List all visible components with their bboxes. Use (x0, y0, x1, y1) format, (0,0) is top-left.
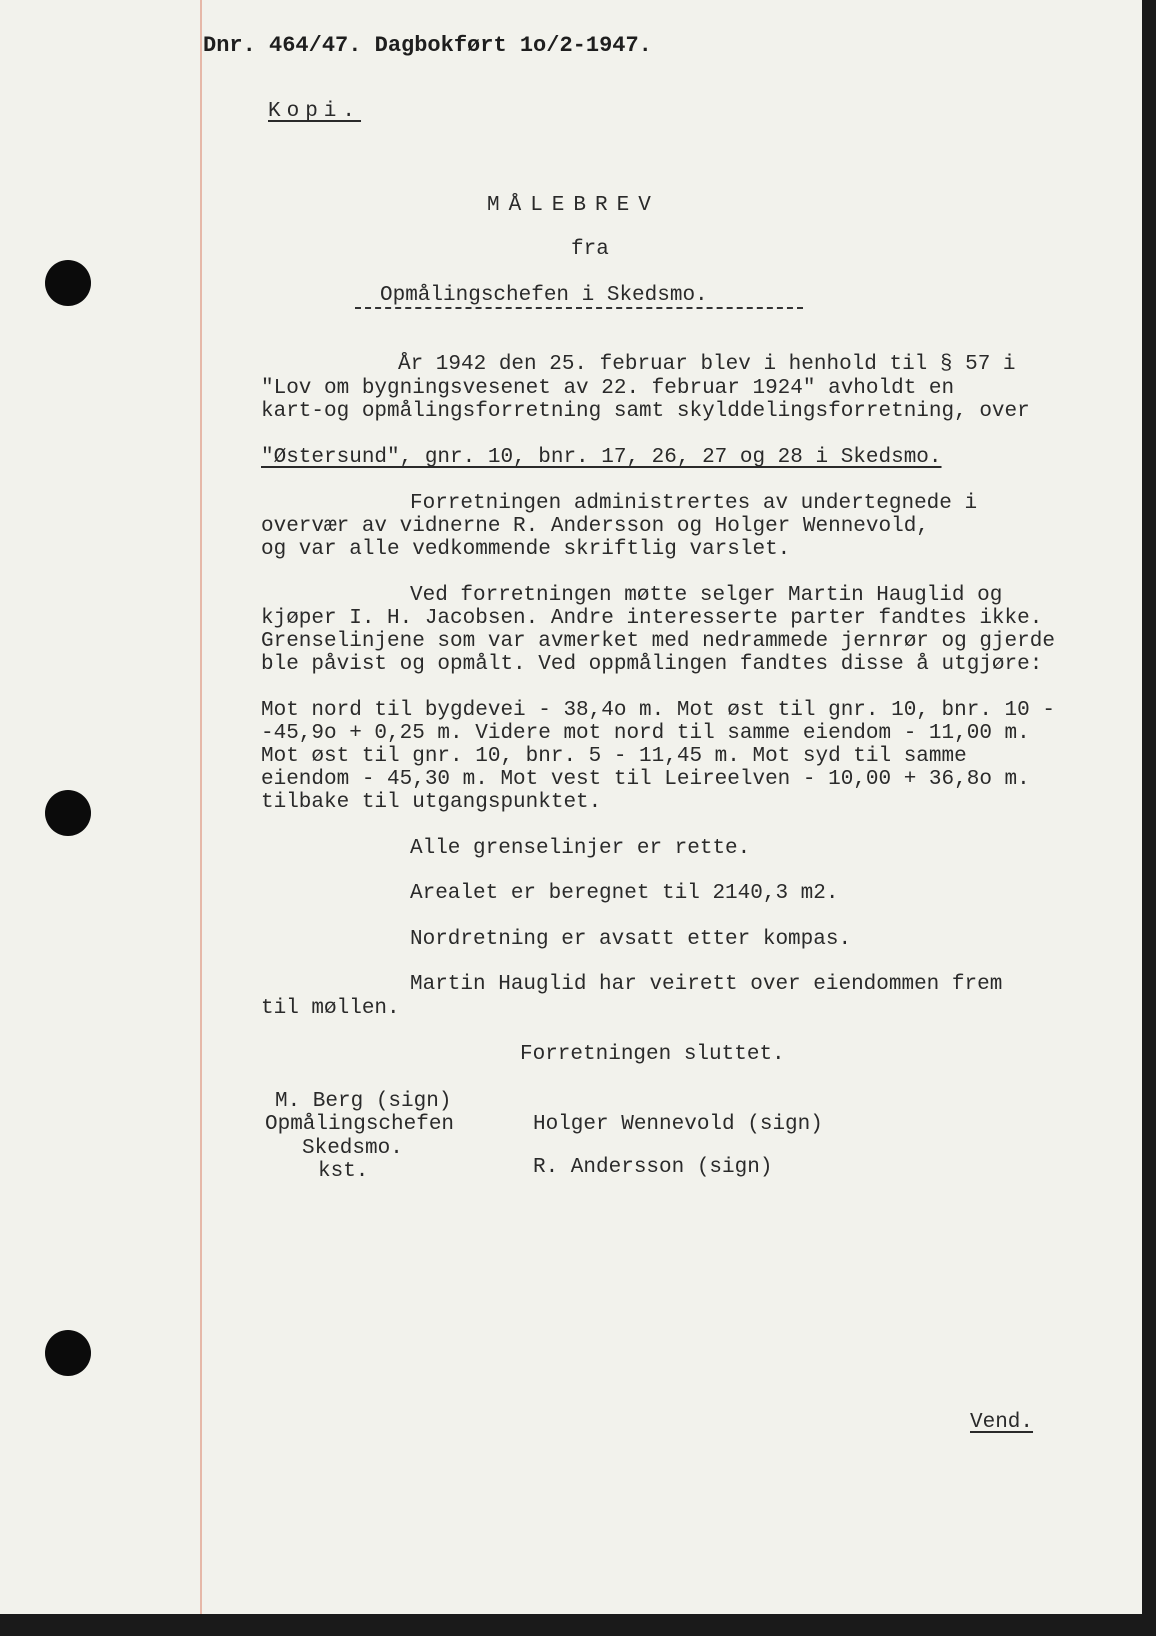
para3-line-1: Ved forretningen møtte selger Martin Hauglid og (410, 584, 1003, 607)
para3-line-4: ble påvist og opmålt. Ved oppmålingen fandtes disse å utgjøre: (261, 653, 1043, 676)
registry-header: Dnr. 464/47. Dagbokført 1o/2-1947. (203, 33, 652, 58)
signature-right-1: Holger Wennevold (sign) (533, 1113, 823, 1136)
boundaries-line: Alle grenselinjer er rette. (410, 837, 751, 860)
right-of-way-line-2: til møllen. (261, 997, 400, 1020)
document-title: MÅLEBREV (487, 194, 660, 217)
turn-over-note: Vend. (970, 1411, 1034, 1434)
para3-line-2: kjøper I. H. Jacobsen. Andre interesserte parter fandtes ikke. (261, 607, 1043, 630)
signature-right-2: R. Andersson (sign) (533, 1156, 773, 1179)
intro-line-2: "Lov om bygningsvesenet av 22. februar 1924" avholdt en (261, 377, 955, 400)
signature-left-3: Skedsmo. (302, 1137, 403, 1160)
title-separator (355, 307, 803, 309)
para4-line-3: Mot øst til gnr. 10, bnr. 5 - 11,45 m. Mot syd til samme (261, 745, 967, 768)
intro-line-3: kart-og opmålingsforretning samt skylddelingsforretning, over (261, 400, 1030, 423)
signature-left-4: kst. (318, 1160, 369, 1183)
area-line: Arealet er beregnet til 2140,3 m2. (410, 882, 839, 905)
para3-line-3: Grenselinjene som var avmerket med nedrammede jernrør og gjerde (261, 630, 1055, 653)
north-line: Nordretning er avsatt etter kompas. (410, 928, 852, 951)
kopi-label: Kopi. (268, 100, 362, 123)
punch-hole-bottom (45, 1330, 91, 1376)
closing-line: Forretningen sluttet. (520, 1043, 785, 1066)
punch-hole-top (45, 260, 91, 306)
signature-left-2: Opmålingschefen (265, 1113, 455, 1136)
para4-line-1: Mot nord til bygdevei - 38,4o m. Mot øst til gnr. 10, bnr. 10 - (261, 699, 1055, 722)
right-of-way-line-1: Martin Hauglid har veirett over eiendommen frem (410, 973, 1003, 996)
property-line: "Østersund", gnr. 10, bnr. 17, 26, 27 og 28 i Skedsmo. (261, 446, 942, 469)
margin-rule (200, 0, 202, 1614)
para2-line-1: Forretningen administrertes av undertegnede i (410, 492, 978, 515)
issuer: Opmålingschefen i Skedsmo. (380, 284, 708, 307)
para4-line-4: eiendom - 45,30 m. Mot vest til Leireelven - 10,00 + 36,8o m. (261, 768, 1030, 791)
para4-line-2: -45,9o + 0,25 m. Videre mot nord til samme eiendom - 11,00 m. (261, 722, 1030, 745)
from-word: fra (571, 238, 609, 261)
para4-line-5: tilbake til utgangspunktet. (261, 791, 602, 814)
para2-line-2: overvær av vidnerne R. Andersson og Holger Wennevold, (261, 515, 929, 538)
intro-line-1: År 1942 den 25. februar blev i henhold til § 57 i (398, 353, 1016, 376)
para2-line-3: og var alle vedkommende skriftlig varslet. (261, 538, 791, 561)
signature-left-1: M. Berg (sign) (275, 1090, 452, 1113)
punch-hole-middle (45, 790, 91, 836)
